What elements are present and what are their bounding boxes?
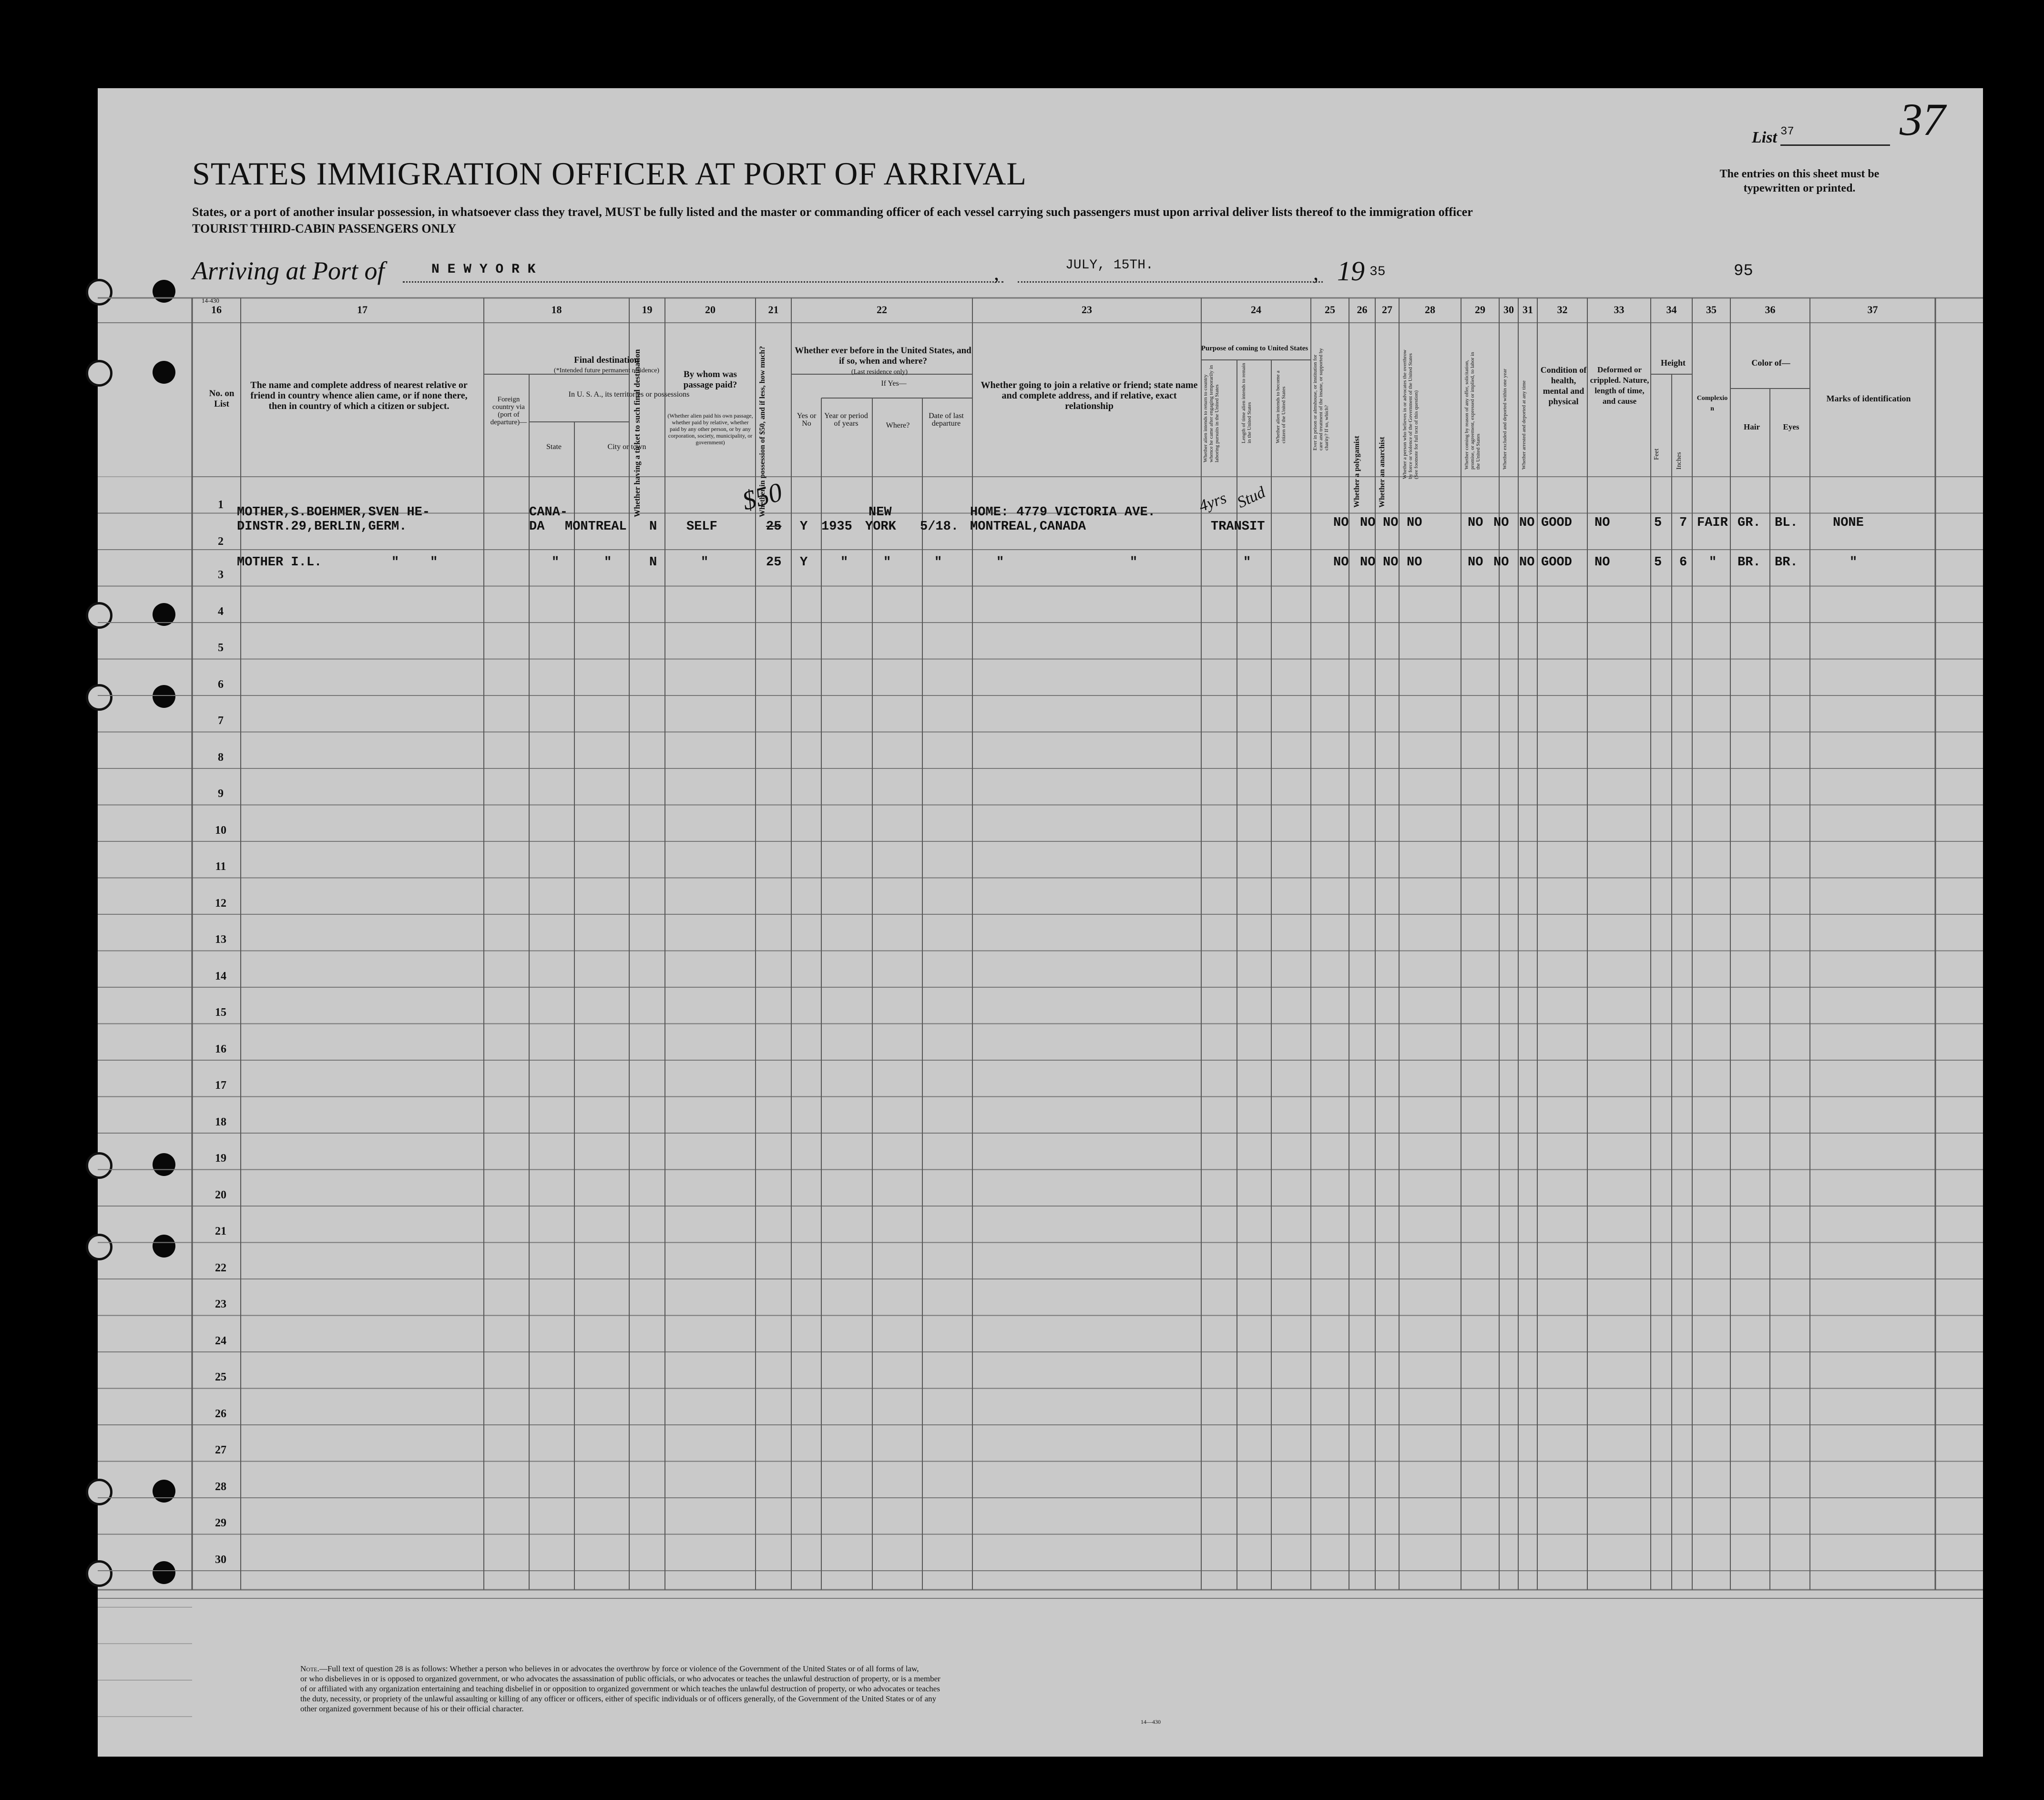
row1-polygamist: NO bbox=[1360, 516, 1376, 530]
column-number: 36 bbox=[1765, 304, 1776, 316]
header-arrested: Whether arrested and deported at any time bbox=[1521, 380, 1527, 470]
header-hair: Hair bbox=[1744, 422, 1760, 431]
header-passage-note: (Whether alien paid his own passage, whether paid by relative, whether paid by any other person, or by any corporation, society, municipality, or government) bbox=[667, 412, 753, 446]
row1-feet: 5 bbox=[1654, 516, 1662, 530]
row2-anarchist: NO bbox=[1383, 555, 1399, 570]
row1-relative-line1: MOTHER,S.BOEHMER,SVEN HE- bbox=[237, 505, 430, 520]
row-number: 7 bbox=[218, 715, 224, 727]
header-deformed: Deformed or crippled. Nature, length of time, and cause bbox=[1590, 365, 1649, 406]
instruction-text: States, or a port of another insular possession, in whatsoever class they travel, MUST be fully listed and the master or commanding officer of each vessel carrying such passengers must upon arrival deliver lists thereof to the immigration officer bbox=[192, 205, 1473, 219]
footnote bbox=[300, 1664, 1301, 1714]
column-number: 18 bbox=[551, 304, 562, 316]
column-number: 21 bbox=[768, 304, 779, 316]
column-number: 34 bbox=[1666, 304, 1677, 316]
header-in-usa: In U. S. A., its territories or possessions bbox=[568, 390, 690, 399]
header-excluded: Whether excluded and deported within one year bbox=[1502, 368, 1508, 470]
row1-where-line1: NEW bbox=[869, 505, 892, 520]
row1-money-struck: 25 bbox=[766, 520, 782, 534]
row1-join-line2: MONTREAL,CANADA bbox=[970, 520, 1086, 534]
header-color: Color of— bbox=[1751, 358, 1790, 368]
row1-labor-offer: NO bbox=[1468, 516, 1483, 530]
column-number: 19 bbox=[642, 304, 653, 316]
row1-ever-in-us: Y bbox=[800, 520, 808, 534]
row2-money: 25 bbox=[766, 555, 782, 570]
row-number: 18 bbox=[215, 1115, 226, 1128]
footnote-line-3: of or affiliated with any organization entertaining and teaching disbelief in or opposition to organized government or which teaches the unlawful destruction of property, or who advocates or teaches bbox=[300, 1684, 940, 1693]
row1-foreign-line1: CANA- bbox=[529, 505, 568, 520]
row1-purpose-handwritten: 4yrs bbox=[1196, 489, 1229, 515]
header-anarchist: Whether an anarchist bbox=[1378, 437, 1386, 508]
row2-arrested: NO bbox=[1519, 555, 1535, 570]
row-number: 14 bbox=[215, 970, 226, 982]
header-marks: Marks of identification bbox=[1826, 394, 1911, 403]
footnote-line-5: other organized government because of his or their official character. bbox=[300, 1704, 524, 1713]
port-name: N E W Y O R K bbox=[431, 262, 536, 277]
row2-ever-in-us: Y bbox=[800, 555, 808, 570]
row1-overthrow: NO bbox=[1407, 516, 1422, 530]
footnote-line-2: or who disbelieves in or is opposed to organized government, or who advocates the assassination of public officials, or who advocates or teaches the unlawful destruction of property, or is a member bbox=[300, 1674, 940, 1683]
row-number: 16 bbox=[215, 1043, 226, 1055]
column-number: 32 bbox=[1557, 304, 1568, 316]
list-number-handwritten: 37 bbox=[1900, 94, 1945, 145]
column-number: 35 bbox=[1706, 304, 1717, 316]
row-number: 20 bbox=[215, 1188, 226, 1201]
row-number: 24 bbox=[215, 1334, 226, 1347]
row-number: 22 bbox=[215, 1261, 226, 1274]
footnote-label: Note. bbox=[300, 1664, 319, 1673]
row2-departure: " bbox=[934, 555, 942, 570]
row1-ticket: N bbox=[649, 520, 657, 534]
row2-excluded: NO bbox=[1493, 555, 1509, 570]
row2-complexion: " bbox=[1709, 555, 1717, 570]
row1-anarchist: NO bbox=[1383, 516, 1399, 530]
footnote-text-1: —Full text of question 28 is as follows: Whether a person who believes in or advocates the overthrow by force or violence of the Government of the United States or of all forms of law, bbox=[319, 1664, 919, 1673]
row-number: 19 bbox=[215, 1152, 226, 1165]
row1-foreign-line2: DA bbox=[529, 520, 545, 534]
page-number: 95 bbox=[1734, 262, 1753, 280]
header-feet: Feet bbox=[1653, 448, 1660, 460]
row1-purpose-handwritten-2: Stud bbox=[1234, 483, 1268, 512]
header-final-destination: Final destination bbox=[574, 355, 639, 365]
row2-paid-by: " bbox=[701, 555, 709, 570]
header-health: Condition of health, mental and physical bbox=[1540, 365, 1587, 406]
row2-labor-offer: NO bbox=[1468, 555, 1483, 570]
header-purpose-citizen: Whether alien intends to become a citizen of the United States bbox=[1275, 370, 1287, 443]
row-number: 5 bbox=[218, 642, 224, 654]
row2-marks: " bbox=[1850, 555, 1858, 570]
column-number: 22 bbox=[877, 304, 887, 316]
column-number: 27 bbox=[1382, 304, 1392, 316]
row-number: 26 bbox=[215, 1407, 226, 1420]
comma-1: , bbox=[994, 261, 999, 285]
row-number: 21 bbox=[215, 1225, 226, 1238]
table-grid bbox=[98, 88, 1983, 1757]
row2-city: " bbox=[604, 555, 612, 570]
row1-complexion: FAIR bbox=[1697, 516, 1728, 530]
header-eyes: Eyes bbox=[1783, 422, 1799, 431]
row2-join-b: " bbox=[1130, 555, 1138, 570]
row-number: 30 bbox=[215, 1553, 226, 1566]
list-number-typed: 37 bbox=[1780, 125, 1794, 138]
row1-prison: NO bbox=[1333, 516, 1349, 530]
row2-health: GOOD bbox=[1541, 555, 1572, 570]
row2-polygamist: NO bbox=[1360, 555, 1376, 570]
column-number: 31 bbox=[1523, 304, 1533, 316]
row-number: 15 bbox=[215, 1006, 226, 1019]
column-number: 26 bbox=[1357, 304, 1368, 316]
column-number: 24 bbox=[1251, 304, 1261, 316]
row-number: 9 bbox=[218, 788, 224, 800]
row1-departure: 5/18. bbox=[920, 520, 959, 534]
row-number: 1 bbox=[218, 499, 224, 511]
row-number: 27 bbox=[215, 1444, 226, 1456]
header-final-destination-note: (*Intended future permanent residence) bbox=[553, 367, 660, 374]
column-number: 23 bbox=[1082, 304, 1092, 316]
header-purpose-return: Whether alien intends to return to country whence he came after engaging temporarily in laboring pursuits in the United States bbox=[1203, 365, 1220, 462]
list-label: List bbox=[1752, 129, 1777, 146]
header-inches: Inches bbox=[1676, 452, 1683, 470]
column-number: 25 bbox=[1325, 304, 1335, 316]
column-number: 16 bbox=[211, 304, 222, 316]
comma-2: , bbox=[1313, 261, 1318, 285]
page-title: STATES IMMIGRATION OFFICER AT PORT OF ARRIVAL bbox=[192, 155, 1027, 192]
year-prefix: 19 bbox=[1337, 256, 1365, 286]
header-overthrow: Whether a person who believes in or advocates the overthrow by force or violence of the Government of the United States (See footnote for full text of this question) bbox=[1402, 349, 1419, 479]
row-number: 23 bbox=[215, 1298, 226, 1310]
footnote-line-4: the duty, necessity, or propriety of the unlawful assaulting or killing of any officer or officers, either of specific individuals or of officers generally, of the Government of the United States or of any bbox=[300, 1694, 937, 1703]
row1-purpose: TRANSIT bbox=[1211, 520, 1265, 534]
row-number: 13 bbox=[215, 933, 226, 946]
row2-inches: 6 bbox=[1679, 555, 1687, 570]
row2-eyes: BR. bbox=[1775, 555, 1798, 570]
row1-eyes: BL. bbox=[1775, 516, 1798, 530]
row1-join-line1: HOME: 4779 VICTORIA AVE. bbox=[970, 505, 1155, 520]
row-number: 2 bbox=[218, 535, 224, 548]
header-if-yes: If Yes— bbox=[881, 379, 907, 388]
header-departure-date: Date of last departure bbox=[929, 412, 964, 428]
typewritten-notice: The entries on this sheet must be typewritten or printed. bbox=[1719, 168, 1880, 194]
row2-year: " bbox=[840, 555, 848, 570]
column-number: 30 bbox=[1503, 304, 1514, 316]
header-nearest-relative: The name and complete address of nearest relative or friend in country whence alien came, or if none there, then in country of which a citizen or subject. bbox=[250, 380, 468, 411]
row1-city: MONTREAL bbox=[565, 520, 627, 534]
row-number: 3 bbox=[218, 569, 224, 581]
header-foreign-country: Foreign country via (port of departure)— bbox=[490, 396, 527, 426]
row2-hair: BR. bbox=[1737, 555, 1761, 570]
row-number: 25 bbox=[215, 1371, 226, 1383]
row2-feet: 5 bbox=[1654, 555, 1662, 570]
header-yes-or-no: Yes or No bbox=[797, 412, 817, 428]
arriving-label: Arriving at Port of bbox=[192, 256, 385, 285]
header-height: Height bbox=[1661, 358, 1686, 368]
header-join-relative: Whether going to join a relative or friend; state name and complete address, and if relative, exact relationship bbox=[981, 380, 1198, 411]
row1-money-handwritten: $50 bbox=[739, 477, 786, 516]
row-number: 11 bbox=[215, 860, 226, 873]
row-number: 6 bbox=[218, 678, 224, 691]
header-purpose: Purpose of coming to United States bbox=[1201, 345, 1308, 352]
row-number: 29 bbox=[215, 1517, 226, 1529]
row2-purpose: " bbox=[1243, 555, 1251, 570]
row1-deformed: NO bbox=[1594, 516, 1610, 530]
header-purpose-length: Length of time alien intends to remain in the United States bbox=[1241, 363, 1252, 443]
header-prison: Ever in prison or almshouse, or institution for care and treatment of the insane, or supported by charity? If so, which? bbox=[1312, 348, 1329, 450]
header-ever-in-us-note: (Last residence only) bbox=[851, 368, 908, 376]
header-year: Year or period of years bbox=[824, 412, 868, 428]
column-number: 17 bbox=[357, 304, 368, 316]
row2-where: " bbox=[883, 555, 891, 570]
column-number: 28 bbox=[1425, 304, 1435, 316]
row2-foreign: " bbox=[552, 555, 560, 570]
column-number: 20 bbox=[705, 304, 715, 316]
form-mark: 14-430 bbox=[202, 297, 219, 304]
row1-arrested: NO bbox=[1519, 516, 1535, 530]
row1-year: 1935 bbox=[821, 520, 852, 534]
row1-paid-by: SELF bbox=[686, 520, 717, 534]
header-money: Whether in possession of $50, and if less, how much? bbox=[758, 346, 766, 517]
header-ticket: Whether having a ticket to such final destination bbox=[633, 349, 642, 517]
footnote-line-1 bbox=[300, 1664, 1301, 1674]
header-state: State bbox=[546, 443, 562, 451]
column-number: 29 bbox=[1475, 304, 1485, 316]
header-polygamist: Whether a polygamist bbox=[1353, 436, 1361, 508]
row-number: 12 bbox=[215, 897, 226, 910]
row1-excluded: NO bbox=[1493, 516, 1509, 530]
row1-health: GOOD bbox=[1541, 516, 1572, 530]
row-number: 4 bbox=[218, 605, 224, 618]
header-complexion: Complexion bbox=[1697, 395, 1728, 412]
row-number: 8 bbox=[218, 751, 224, 764]
row-number: 28 bbox=[215, 1480, 226, 1493]
column-number: 33 bbox=[1614, 304, 1625, 316]
row2-prison: NO bbox=[1333, 555, 1349, 570]
row2-ticket: N bbox=[649, 555, 657, 570]
row1-inches: 7 bbox=[1679, 516, 1687, 530]
header-ever-in-us: Whether ever before in the United States, and if so, when and where? bbox=[795, 346, 971, 366]
row1-where-line2: YORK bbox=[865, 520, 896, 534]
passenger-class: TOURIST THIRD-CABIN PASSENGERS ONLY bbox=[192, 222, 457, 235]
header-list-number: No. on List bbox=[209, 389, 235, 409]
footnote-form-code: 14—430 bbox=[1141, 1718, 1161, 1725]
column-number: 37 bbox=[1867, 304, 1878, 316]
header-where: Where? bbox=[886, 421, 910, 430]
header-labor-offer: Whether coming by reason of any offer, solicitation, promise, or agreement, expressed or implied, to labor in the United States bbox=[1464, 352, 1481, 470]
row-number: 17 bbox=[215, 1079, 226, 1092]
row1-marks: NONE bbox=[1833, 516, 1864, 530]
row1-relative-line2: DINSTR.29,BERLIN,GERM. bbox=[237, 520, 407, 534]
row2-join-a: " bbox=[996, 555, 1004, 570]
arrival-date: JULY, 15TH. bbox=[1065, 258, 1154, 273]
row-number: 10 bbox=[215, 824, 226, 837]
header-city: City or town bbox=[607, 443, 646, 451]
row1-hair: GR. bbox=[1737, 516, 1761, 530]
header-passage-paid: By whom was passage paid? bbox=[683, 369, 737, 390]
row2-overthrow: NO bbox=[1407, 555, 1422, 570]
row2-deformed: NO bbox=[1594, 555, 1610, 570]
row2-relative: MOTHER I.L. " " bbox=[237, 555, 438, 570]
manifest-sheet bbox=[98, 88, 1983, 1757]
year-suffix: 35 bbox=[1369, 265, 1386, 279]
